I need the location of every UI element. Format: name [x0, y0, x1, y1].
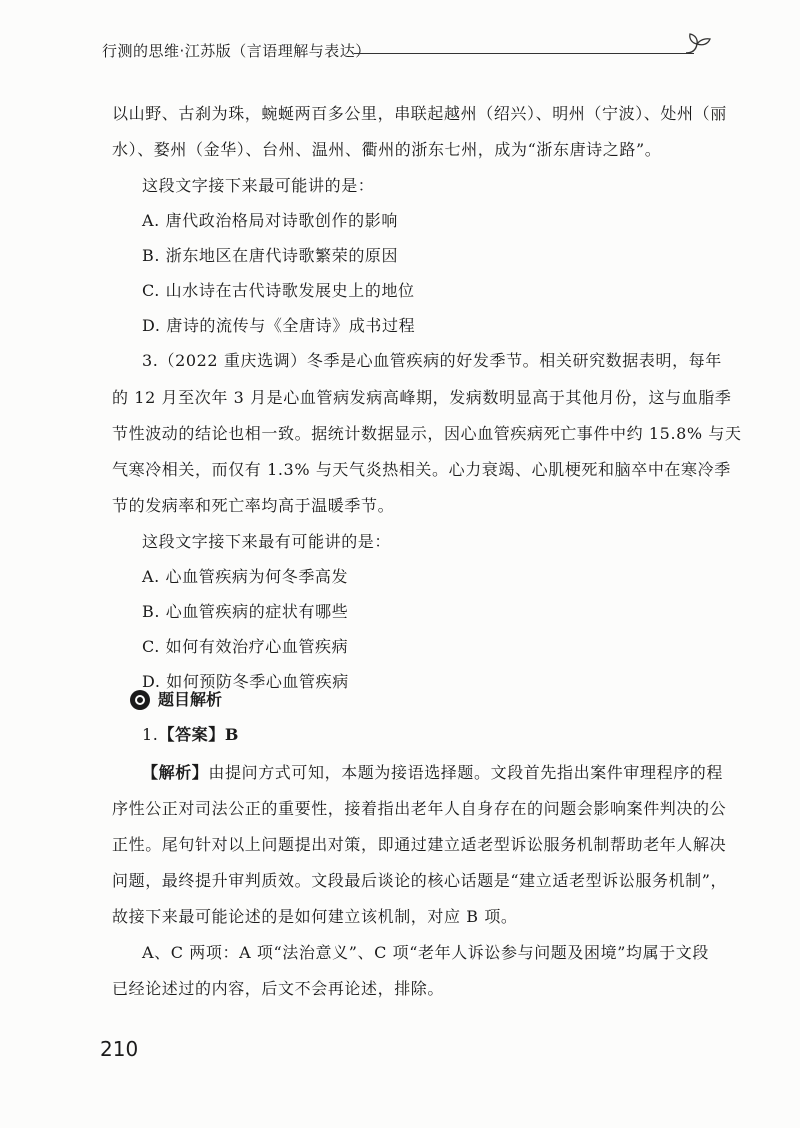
gear-icon	[130, 690, 150, 710]
passage-line: 水）、婺州（金华）、台州、温州、衢州的浙东七州，成为“浙东唐诗之路”。	[112, 140, 662, 159]
explanation-line	[142, 763, 724, 783]
header-title: 行测的思维·江苏版（言语理解与表达）	[102, 42, 371, 60]
answer-value: B	[224, 725, 239, 744]
option-b: B. 浙东地区在唐代诗歌繁荣的原因	[142, 246, 399, 265]
option-c: C. 山水诗在古代诗歌发展史上的地位	[142, 281, 415, 300]
explain-label: 【解析】	[142, 763, 209, 782]
sprout-icon	[682, 30, 714, 60]
answer-line	[142, 725, 239, 745]
header-rule	[354, 53, 694, 54]
explanation-line: 故接下来最可能论述的是如何建立该机制，对应 B 项。	[112, 907, 518, 926]
answer-prefix: 1.	[142, 725, 159, 744]
question-stem-line: 节的发病率和死亡率均高于温暖季节。	[112, 496, 395, 515]
answer-label: 【答案】	[158, 725, 225, 744]
explanation-line: 序性公正对司法公正的重要性，接着指出老年人自身存在的问题会影响案件判决的公	[112, 799, 727, 818]
option-a: A. 心血管疾病为何冬季高发	[142, 567, 349, 586]
option-d: D. 如何预防冬季心血管疾病	[142, 672, 349, 691]
question-prompt: 这段文字接下来最有可能讲的是：	[142, 532, 392, 551]
passage-line: 以山野、古刹为珠，蜿蜒两百多公里，串联起越州（绍兴）、明州（宁波）、处州（丽	[112, 104, 727, 123]
option-d: D. 唐诗的流传与《全唐诗》成书过程	[142, 316, 416, 335]
running-header	[102, 30, 714, 66]
question-stem-line: 节性波动的结论也相一致。据统计数据显示，因心血管疾病死亡事件中约 15.8% 与天	[112, 424, 742, 443]
explain-first: 由提问方式可知，本题为接语选择题。文段首先指出案件审理程序的程	[208, 763, 724, 782]
explanation-line: 已经论述过的内容，后文不会再论述，排除。	[112, 979, 445, 998]
question-stem-line: 3.（2022 重庆选调）冬季是心血管疾病的好发季节。相关研究数据表明，每年	[142, 351, 722, 370]
explanation-line: 问题，最终提升审判质效。文段最后谈论的核心话题是“建立适老型诉讼服务机制”，	[112, 871, 728, 890]
option-b: B. 心血管疾病的症状有哪些	[142, 602, 349, 621]
option-a: A. 唐代政治格局对诗歌创作的影响	[142, 211, 398, 230]
page-number: 210	[100, 1037, 139, 1061]
analysis-title: 题目解析	[158, 690, 223, 709]
explanation-line: 正性。尾句针对以上问题提出对策，即通过建立适老型诉讼服务机制帮助老年人解决	[112, 835, 727, 854]
option-c: C. 如何有效治疗心血管疾病	[142, 637, 349, 656]
question-stem-line: 的 12 月至次年 3 月是心血管病发病高峰期，发病数明显高于其他月份，这与血脂季	[112, 388, 732, 407]
analysis-heading	[130, 690, 222, 710]
explanation-line: A、C 两项：A 项“法治意义”、C 项“老年人诉讼参与问题及困境”均属于文段	[142, 943, 709, 962]
question-stem-line: 气寒冷相关，而仅有 1.3% 与天气炎热相关。心力衰竭、心肌梗死和脑卒中在寒冷季	[112, 460, 731, 479]
question-prompt: 这段文字接下来最可能讲的是：	[142, 176, 375, 195]
